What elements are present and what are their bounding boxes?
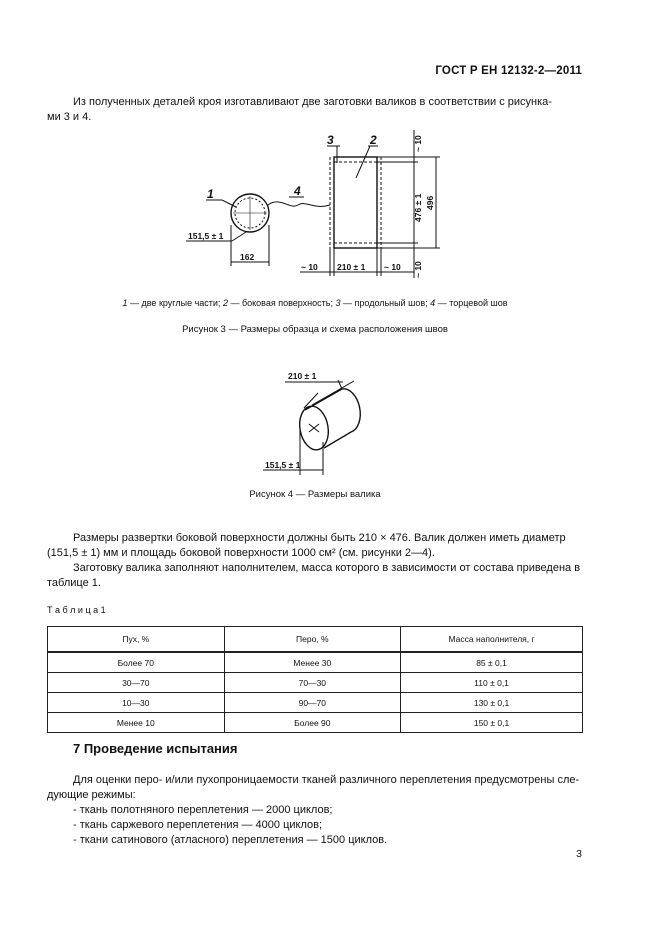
callout-3: 3 bbox=[327, 133, 334, 147]
intro-line-1: Из полученных деталей кроя изготавливают две заготовки валиков в соответствии с рисунка- bbox=[73, 96, 552, 108]
dim-height: 476 ± 1 bbox=[413, 193, 423, 222]
col-header-mass: Масса наполнителя, г bbox=[401, 627, 583, 653]
figure-3-drawing bbox=[0, 0, 661, 300]
cell-down: 10—30 bbox=[48, 693, 225, 713]
cell-down: Менее 10 bbox=[48, 713, 225, 733]
dim-circle-width: 162 bbox=[240, 252, 255, 262]
intro-line-2: ми 3 и 4. bbox=[47, 111, 92, 123]
list-item: - ткань саржевого переплетения — 4000 циклов; bbox=[73, 819, 323, 831]
cell-mass: 110 ± 0,1 bbox=[401, 673, 583, 693]
paragraph-2-line-2: таблице 1. bbox=[47, 577, 101, 589]
figure-4-caption: Рисунок 4 — Размеры валика bbox=[249, 489, 381, 500]
page-number: 3 bbox=[576, 848, 582, 860]
dim-roller-diameter: 151,5 ± 1 bbox=[265, 460, 301, 470]
figure-4-drawing bbox=[0, 360, 661, 480]
dim-total-height: 496 bbox=[425, 195, 435, 210]
callout-4: 4 bbox=[294, 184, 301, 198]
section-7-heading: 7 Проведение испытания bbox=[73, 741, 238, 756]
table-title: Т а б л и ц а 1 bbox=[47, 605, 106, 615]
table-header-row bbox=[48, 627, 583, 653]
dim-margin-left: ~ 10 bbox=[301, 262, 318, 272]
dim-margin-right: ~ 10 bbox=[384, 262, 401, 272]
dim-roller-length: 210 ± 1 bbox=[288, 371, 317, 381]
cell-down: Более 70 bbox=[48, 652, 225, 673]
paragraph-1-line-2: (151,5 ± 1) мм и площадь боковой поверхности 1000 см² (см. рисунки 2—4). bbox=[47, 547, 435, 559]
dim-top-margin: ~ 10 bbox=[413, 135, 423, 152]
dim-width: 210 ± 1 bbox=[337, 262, 366, 272]
end-seam-leader bbox=[268, 202, 330, 207]
cell-feather: Менее 30 bbox=[224, 652, 401, 673]
callout-2: 2 bbox=[370, 133, 377, 147]
paragraph-2-line-1: Заготовку валика заполняют наполнителем, масса которого в зависимости от состава приведена в bbox=[73, 562, 581, 574]
list-item: - ткань полотняного переплетения — 2000 циклов; bbox=[73, 804, 333, 816]
figure-3-caption: Рисунок 3 — Размеры образца и схема расположения швов bbox=[182, 324, 448, 335]
table-row bbox=[48, 693, 583, 713]
section-7-intro-line-2: дующие режимы: bbox=[47, 789, 136, 801]
filler-mass-table bbox=[47, 626, 583, 733]
table-row bbox=[48, 713, 583, 733]
cell-down: 30—70 bbox=[48, 673, 225, 693]
cell-mass: 85 ± 0,1 bbox=[401, 652, 583, 673]
figure-3-legend: 1 — две круглые части; 2 — боковая поверхность; 3 — продольный шов; 4 — торцевой шов bbox=[122, 298, 508, 308]
cell-feather: 90—70 bbox=[224, 693, 401, 713]
dim-circle-diameter: 151,5 ± 1 bbox=[188, 231, 224, 241]
table-row bbox=[48, 673, 583, 693]
cell-mass: 150 ± 0,1 bbox=[401, 713, 583, 733]
paragraph-1-line-1: Размеры развертки боковой поверхности должны быть 210 × 476. Валик должен иметь диаметр bbox=[73, 532, 566, 544]
section-7-intro-line-1: Для оценки перо- и/или пухопроницаемости тканей различного переплетения предусмотрены сле- bbox=[73, 774, 580, 786]
callout-1: 1 bbox=[207, 187, 214, 201]
col-header-feather: Перо, % bbox=[224, 627, 401, 653]
table-row bbox=[48, 652, 583, 673]
side-surface-rect bbox=[334, 157, 377, 248]
list-item: - ткани сатинового (атласного) переплетения — 1500 циклов. bbox=[73, 834, 388, 846]
cell-feather: 70—30 bbox=[224, 673, 401, 693]
cell-mass: 130 ± 0,1 bbox=[401, 693, 583, 713]
dim-bottom-margin: ~ 10 bbox=[413, 261, 423, 278]
cell-feather: Более 90 bbox=[224, 713, 401, 733]
document-code: ГОСТ Р ЕН 12132-2—2011 bbox=[435, 65, 582, 77]
col-header-down: Пух, % bbox=[48, 627, 225, 653]
test-modes-list bbox=[73, 803, 387, 848]
